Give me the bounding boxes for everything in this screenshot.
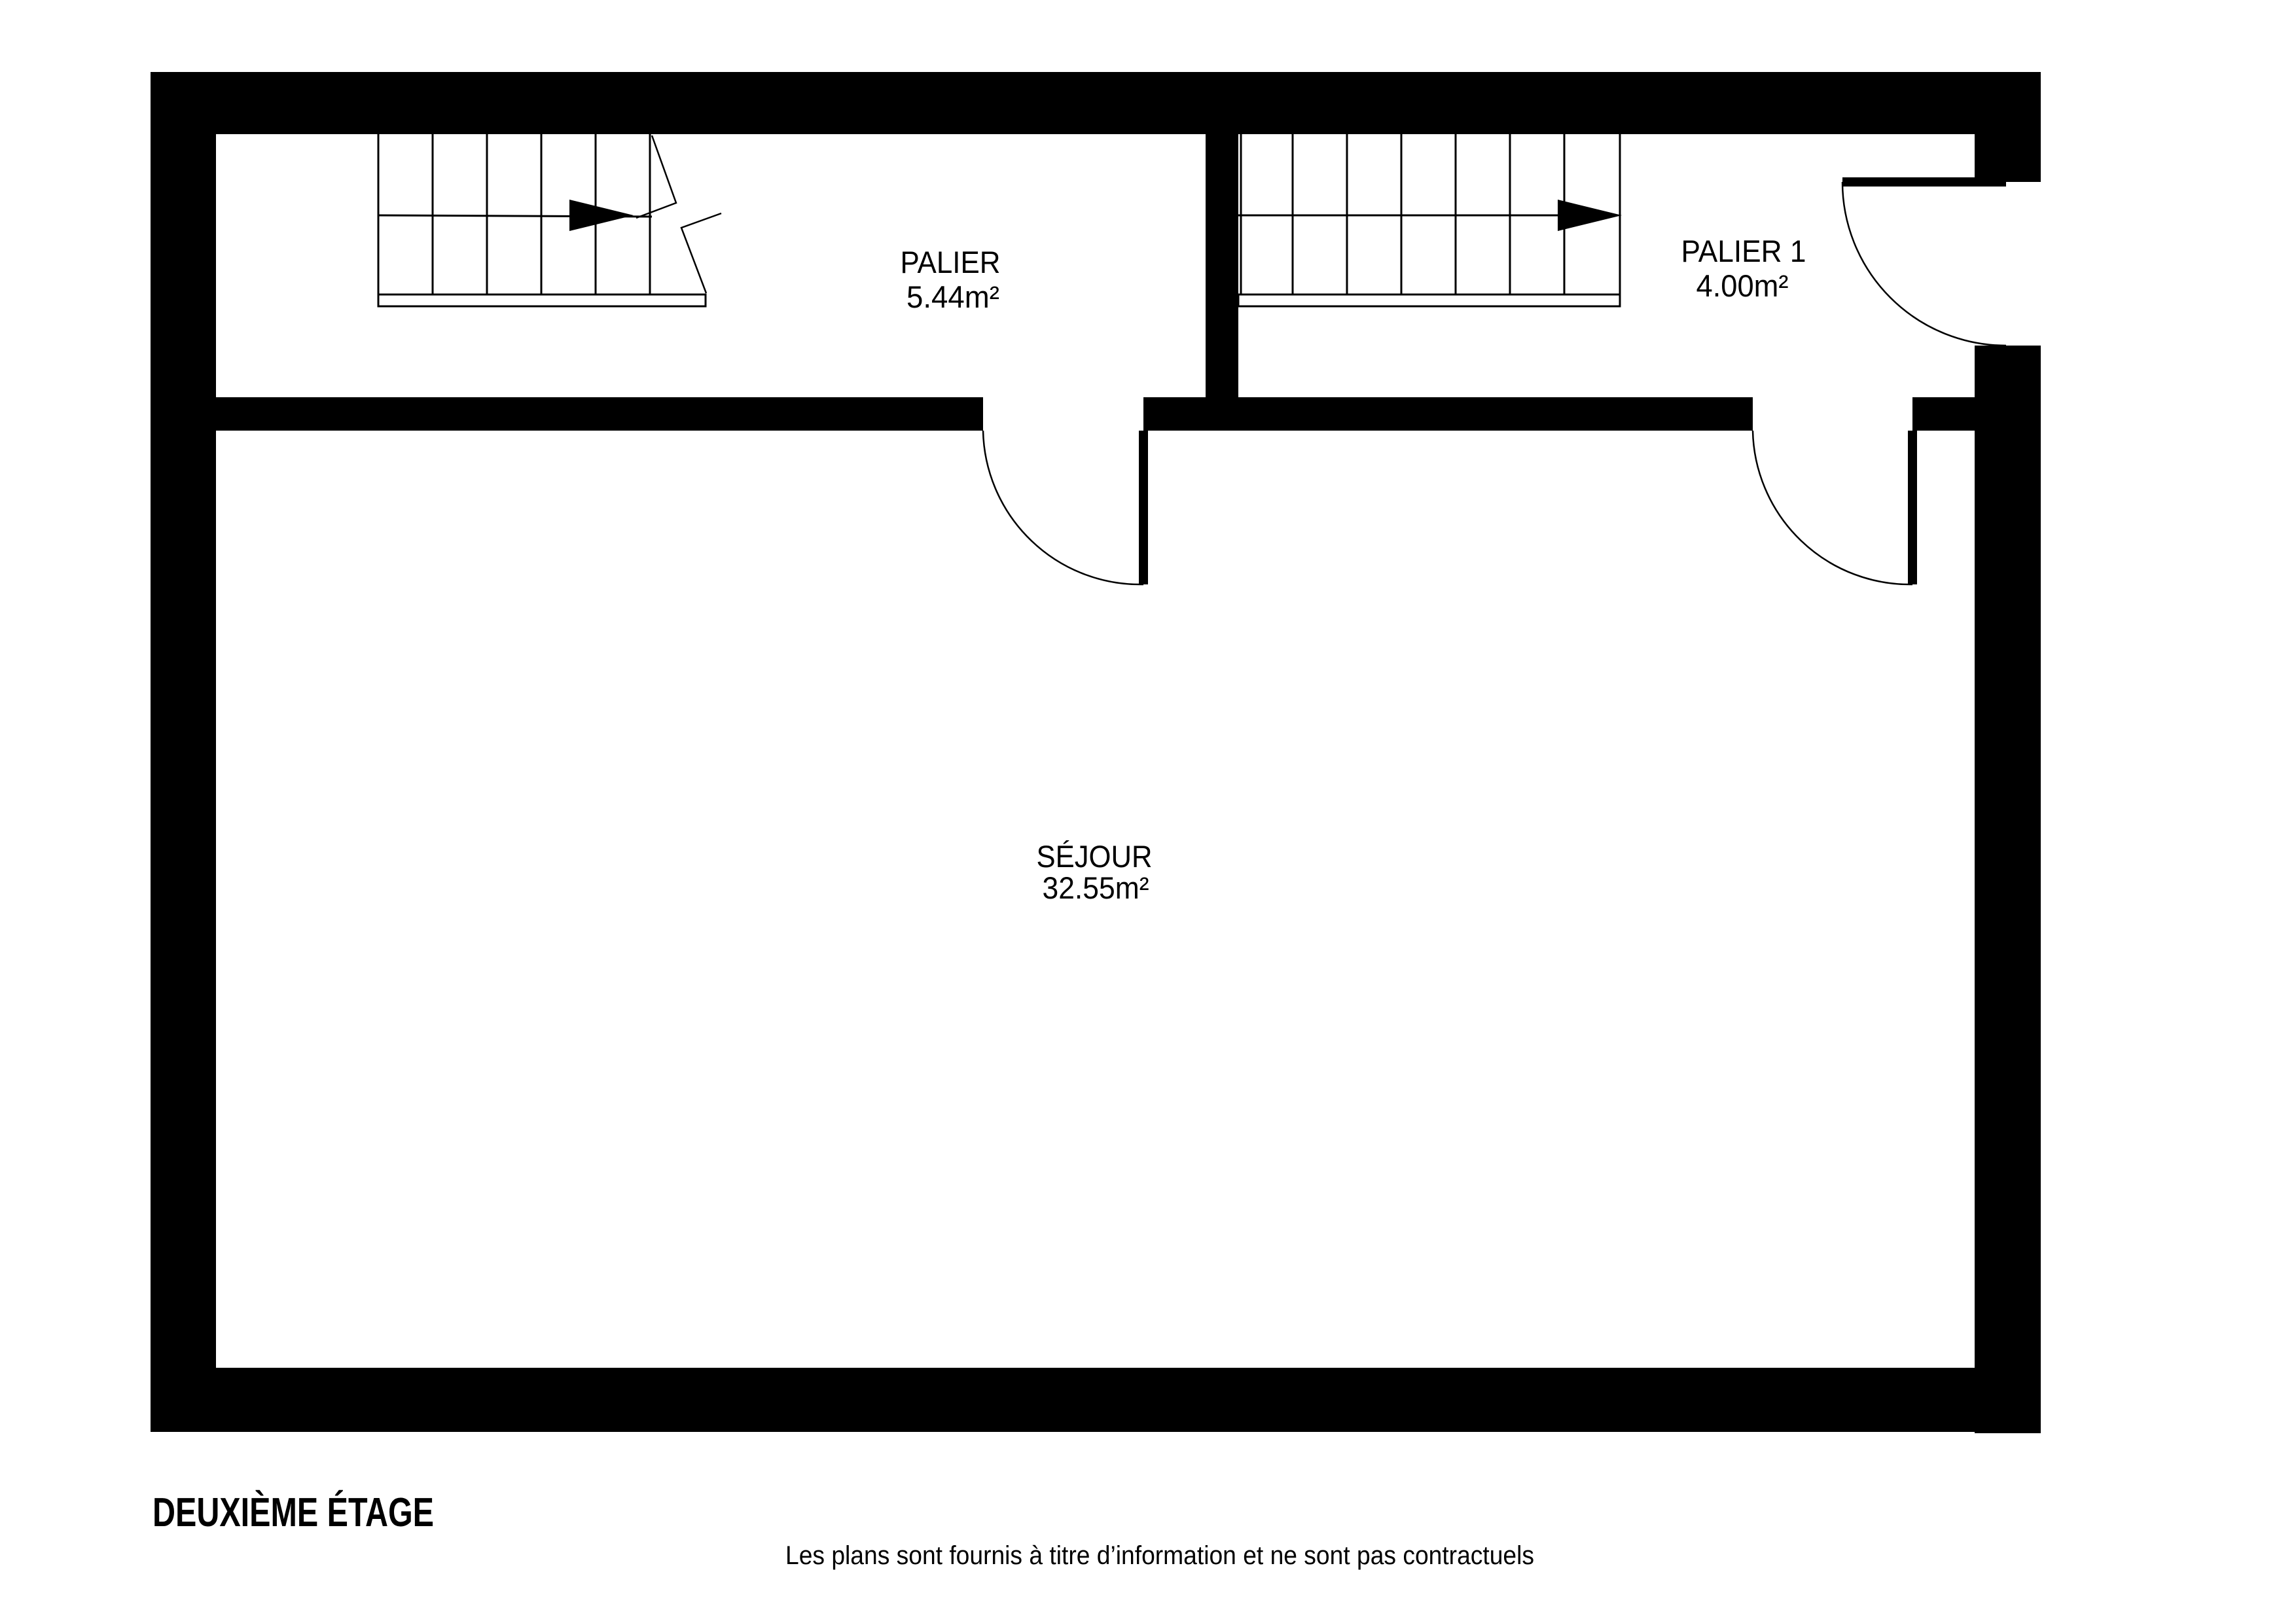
outer-wall-right-below-door: [1975, 346, 2041, 1433]
outer-wall-left: [151, 72, 216, 1432]
door-leaf: [1842, 177, 2006, 187]
stair-landing-strip: [378, 294, 706, 306]
floor-title: DEUXIÈME ÉTAGE: [152, 1490, 434, 1535]
door-leaf: [1908, 431, 1917, 584]
disclaimer-text: Les plans sont fournis à titre d’information et ne sont pas contractuels: [785, 1541, 1534, 1570]
divider-wall-palier: [1206, 134, 1238, 431]
interior-wall-right-segment: [1912, 397, 1975, 431]
room-label-palier: PALIER: [900, 245, 1001, 279]
area-label-sejour: 32.55m²: [1042, 870, 1149, 905]
outer-wall-bottom: [151, 1368, 2041, 1432]
room-label-palier1: PALIER 1: [1681, 234, 1806, 268]
outer-wall-top: [151, 72, 2041, 134]
area-label-palier: 5.44m²: [906, 279, 999, 314]
stair-landing-strip: [1238, 294, 1620, 306]
outer-wall-right-above-door: [1975, 72, 2041, 182]
area-label-palier1: 4.00m²: [1696, 268, 1789, 303]
door-leaf: [1139, 431, 1148, 584]
interior-wall-left-segment: [216, 397, 983, 431]
room-label-sejour: SÉJOUR: [1036, 839, 1153, 874]
